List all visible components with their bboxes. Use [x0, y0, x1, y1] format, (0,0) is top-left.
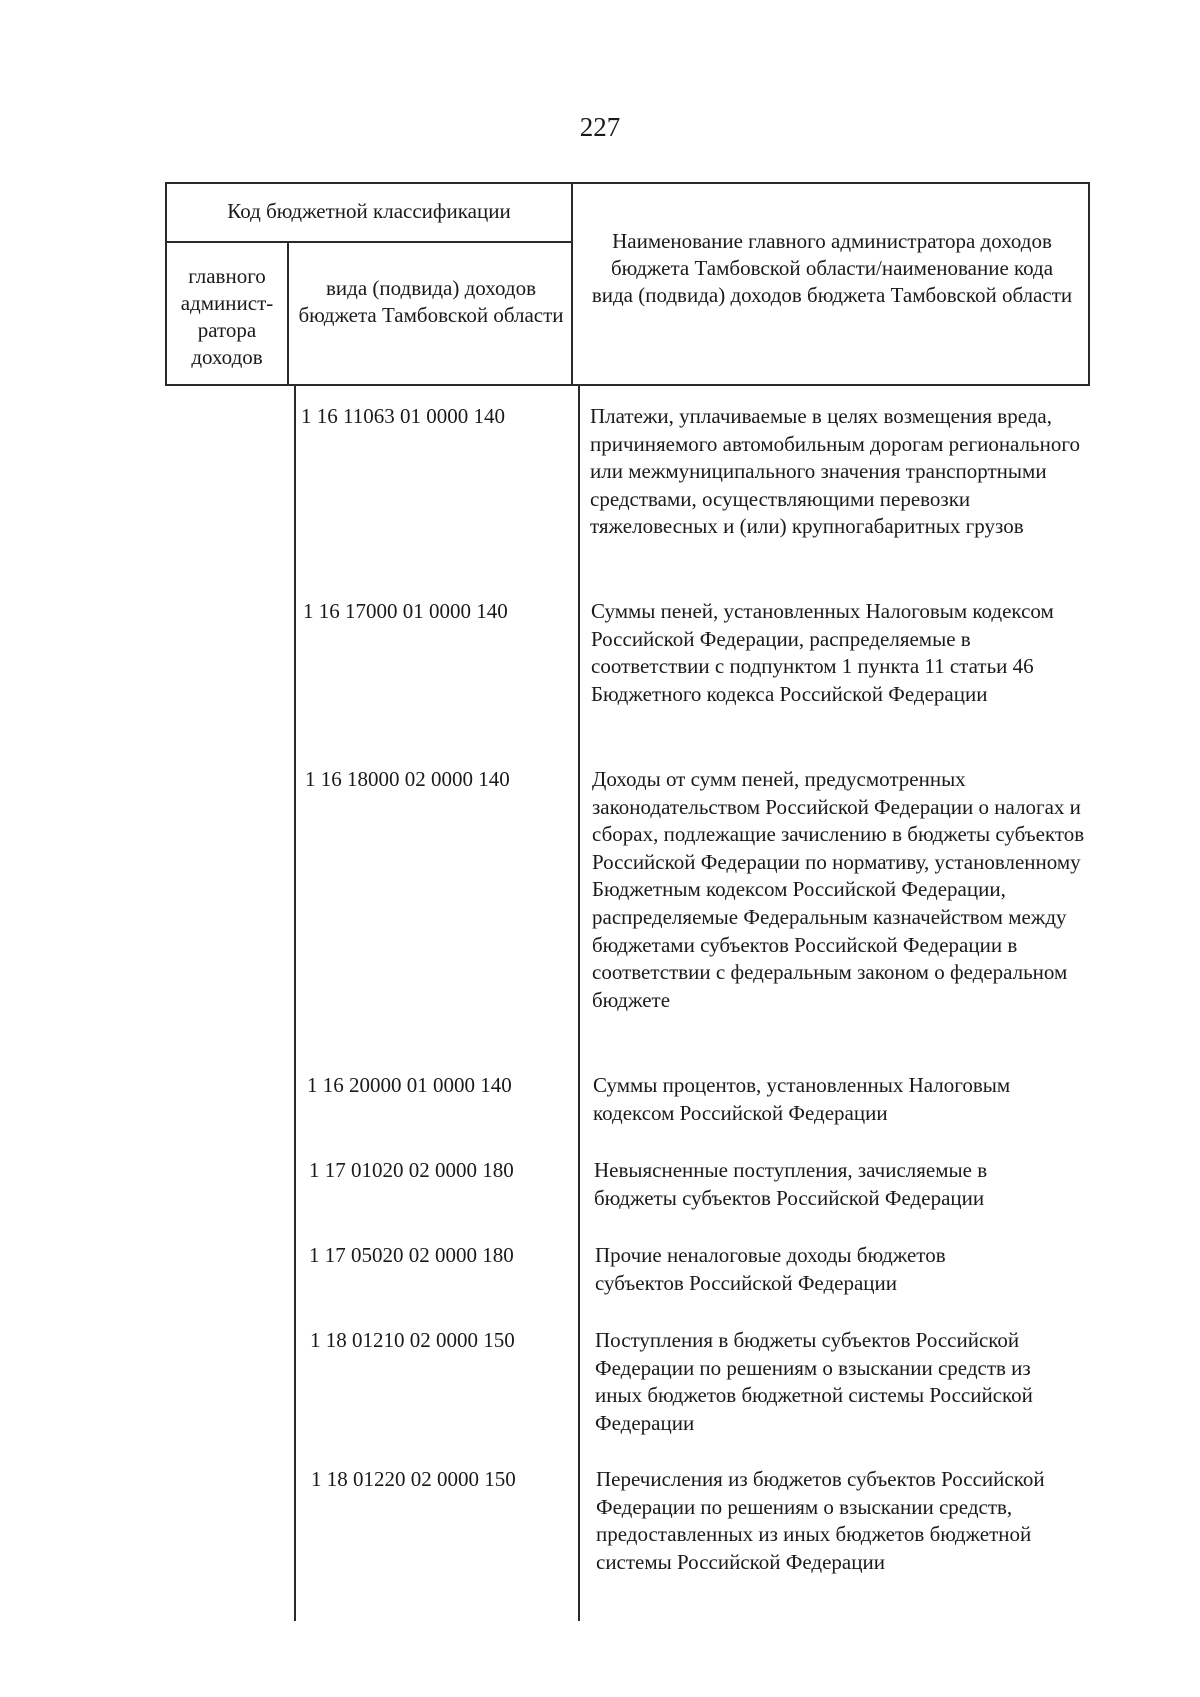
revenue-code: 1 18 01220 02 0000 150	[311, 1467, 516, 1491]
revenue-name: Суммы пеней, установленных Налоговым кодексом Российской Федерации, распределяемые в соответствии с подпунктом 1 пункта 11 статьи 46 Бюджетного кодекса Российской Федерации	[591, 599, 1054, 706]
page-number: 227	[579, 112, 621, 142]
header-col-divider-1	[287, 241, 289, 386]
header-right-border	[1088, 182, 1090, 386]
header-col-name: Наименование главного администратора доходов бюджета Тамбовской области/наименование кода вида (подвида) доходов бюджета Тамбовской области	[591, 229, 1073, 307]
revenue-name: Доходы от сумм пеней, предусмотренных законодательством Российской Федерации о налогах и сборах, подлежащие зачислению в бюджеты субъектов Российской Федерации по нормативу, установленному Бюджетным кодексом Российской Федерации, распределяемые Федеральным казначейством между бюджетами субъектов Российской Федерации в соответствии с федеральным законом о федеральном бюджете	[592, 767, 1085, 1012]
body-col-divider-1	[294, 386, 296, 1621]
revenue-code: 1 16 11063 01 0000 140	[301, 404, 505, 428]
header-col-divider-2	[571, 182, 573, 386]
header-top-border	[165, 182, 1090, 184]
revenue-name: Прочие неналоговые доходы бюджетов субъектов Российской Федерации	[595, 1243, 946, 1295]
header-group-divider	[165, 241, 573, 243]
header-bottom-border	[165, 384, 1090, 386]
header-group-title: Код бюджетной классификации	[227, 199, 511, 223]
revenue-name: Невыясненные поступления, зачисляемые в бюджеты субъектов Российской Федерации	[594, 1158, 988, 1210]
revenue-name: Перечисления из бюджетов субъектов Российской Федерации по решениям о взыскании средств, предоставленных из иных бюджетов бюджетной системы Российской Федерации	[596, 1467, 1045, 1574]
revenue-code: 1 16 18000 02 0000 140	[305, 767, 510, 791]
body-col-divider-2	[578, 386, 580, 1621]
revenue-code: 1 17 01020 02 0000 180	[309, 1158, 514, 1182]
header-col-code: вида (подвида) доходов бюджета Тамбовской области	[298, 276, 564, 327]
revenue-name: Поступления в бюджеты субъектов Российской Федерации по решениям о взыскании средств из иных бюджетов бюджетной системы Российской Федерации	[595, 1328, 1033, 1435]
header-col-admin: главного админист-ратора доходов	[180, 264, 274, 369]
revenue-code: 1 16 20000 01 0000 140	[307, 1073, 512, 1097]
revenue-code: 1 17 05020 02 0000 180	[309, 1243, 514, 1267]
revenue-name: Суммы процентов, установленных Налоговым кодексом Российской Федерации	[593, 1073, 1011, 1125]
revenue-code: 1 16 17000 01 0000 140	[303, 599, 508, 623]
revenue-code: 1 18 01210 02 0000 150	[310, 1328, 515, 1352]
revenue-name: Платежи, уплачиваемые в целях возмещения вреда, причиняемого автомобильным дорогам регионального или межмуниципального значения транспортными средствами, осуществляющими перевозки тяжеловесных и (или) крупногабаритных грузов	[590, 404, 1080, 539]
